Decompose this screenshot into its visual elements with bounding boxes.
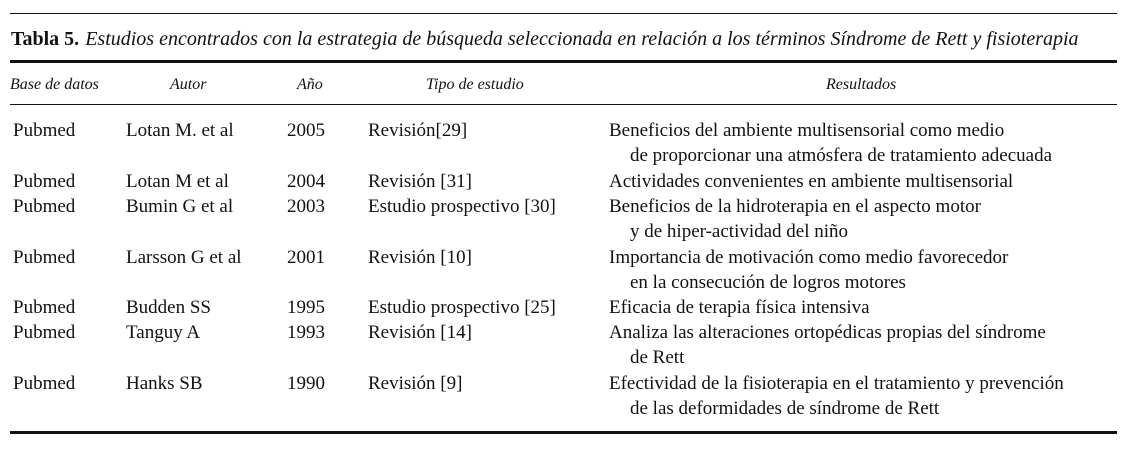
header-base-de-datos: Base de datos: [10, 76, 99, 93]
table-top-rule: [10, 13, 1117, 14]
cell-anio: 2003: [287, 196, 325, 217]
cell-tipo: Estudio prospectivo [30]: [368, 196, 556, 217]
cell-anio: 2005: [287, 120, 325, 141]
table-title: Estudios encontrados con la estrategia de búsqueda seleccionada en relación a los términos Síndrome de Rett y fisioterapia: [85, 28, 1079, 50]
cell-resultados: [609, 371, 1064, 421]
cell-resultados: [609, 320, 1046, 370]
cell-anio: 1990: [287, 373, 325, 394]
cell-base: Pubmed: [13, 322, 76, 343]
cell-base: Pubmed: [13, 196, 76, 217]
cell-resultados: [609, 295, 870, 320]
header-anio: Año: [297, 76, 323, 93]
result-line-1: Eficacia de terapia física intensiva: [609, 297, 870, 318]
header-resultados: Resultados: [826, 76, 897, 93]
result-line-1: Efectividad de la fisioterapia en el tratamiento y prevención: [609, 373, 1064, 394]
result-line-2: en la consecución de logros motores: [630, 272, 906, 293]
cell-resultados: [609, 118, 1052, 168]
cell-autor: Lotan M et al: [126, 171, 229, 192]
cell-anio: 2004: [287, 171, 325, 192]
cell-autor: Bumin G et al: [126, 196, 234, 217]
table-caption: [11, 27, 1116, 51]
cell-base: Pubmed: [13, 171, 76, 192]
cell-tipo: Revisión [14]: [368, 322, 472, 343]
cell-tipo: Revisión [31]: [368, 171, 472, 192]
cell-base: Pubmed: [13, 247, 76, 268]
cell-autor: Larsson G et al: [126, 247, 242, 268]
result-line-1: Analiza las alteraciones ortopédicas propias del síndrome: [609, 322, 1046, 343]
cell-autor: Budden SS: [126, 297, 211, 318]
cell-tipo: Revisión[29]: [368, 120, 468, 141]
cell-base: Pubmed: [13, 373, 76, 394]
cell-base: Pubmed: [13, 297, 76, 318]
table-label: Tabla 5.: [11, 28, 80, 50]
cell-tipo: Estudio prospectivo [25]: [368, 297, 556, 318]
cell-resultados: [609, 194, 981, 244]
cell-anio: 2001: [287, 247, 325, 268]
result-line-2: y de hiper-actividad del niño: [630, 221, 849, 242]
result-line-1: Beneficios del ambiente multisensorial como medio: [609, 120, 1005, 141]
caption-rule: [10, 60, 1117, 63]
header-rule: [10, 104, 1117, 105]
cell-base: Pubmed: [13, 120, 76, 141]
cell-tipo: Revisión [9]: [368, 373, 463, 394]
result-line-2: de proporcionar una atmósfera de tratamiento adecuada: [630, 145, 1053, 166]
result-line-2: de las deformidades de síndrome de Rett: [630, 398, 940, 419]
result-line-1: Beneficios de la hidroterapia en el aspecto motor: [609, 196, 981, 217]
cell-resultados: [609, 245, 1008, 295]
cell-tipo: Revisión [10]: [368, 247, 472, 268]
cell-autor: Lotan M. et al: [126, 120, 234, 141]
cell-autor: Tanguy A: [126, 322, 201, 343]
header-autor: Autor: [170, 76, 207, 93]
result-line-2: de Rett: [630, 347, 685, 368]
result-line-1: Importancia de motivación como medio favorecedor: [609, 247, 1009, 268]
cell-resultados: [609, 169, 1013, 194]
cell-anio: 1995: [287, 297, 325, 318]
cell-autor: Hanks SB: [126, 373, 203, 394]
table-bottom-rule: [10, 431, 1117, 434]
result-line-1: Actividades convenientes en ambiente multisensorial: [609, 171, 1014, 192]
header-tipo-de-estudio: Tipo de estudio: [426, 76, 524, 93]
cell-anio: 1993: [287, 322, 325, 343]
